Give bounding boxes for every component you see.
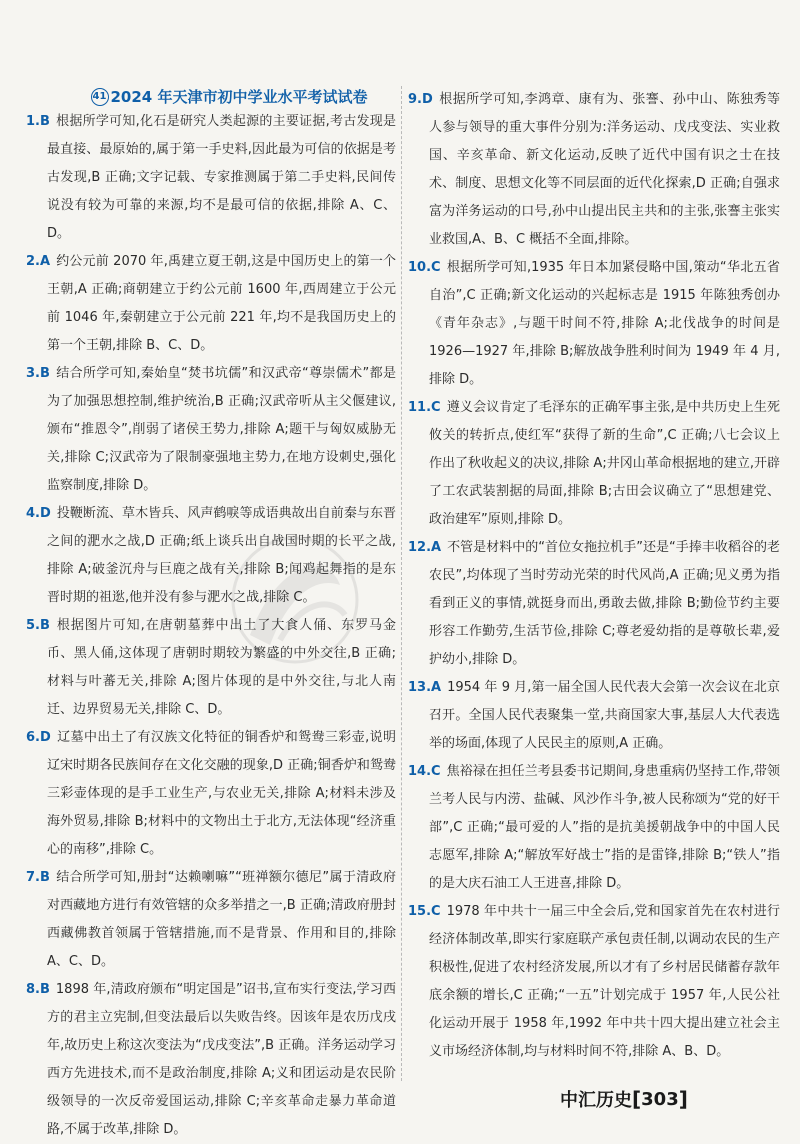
item-answer: D [39,506,51,521]
item-number: 8. [26,982,40,997]
item-number: 7. [26,870,40,885]
item-explanation: 1954 年 9 月,第一届全国人民代表大会第一次会议在北京召开。全国人民代表聚集一堂,共商国家大事,基层人大代表选举的场面,体现了人民民主的原则,A 正确。 [429,680,780,751]
item-number: 15. [408,904,432,919]
answer-item-9 [408,86,780,254]
item-number: 12. [408,540,432,555]
item-explanation: 约公元前 2070 年,禹建立夏王朝,这是中国历史上的第一个王朝,A 正确;商朝建立于约公元前 1600 年,西周建立于公元前 1046 年,秦朝建立于公元前 221 年,均不是我国历史上的第一个王朝,排除 B、C、D。 [47,254,396,353]
title-text: 2024 年天津市初中学业水平考试试卷 [110,88,368,106]
item-answer: D [39,730,51,745]
answer-item-11 [408,394,780,534]
item-answer: B [39,114,50,129]
item-explanation: 1898 年,清政府颁布“明定国是”诏书,宣布实行变法,学习西方的君主立宪制,但变法最后以失败告终。因该年是农历戊戌年,故历史上称这次变法为“戊戌变法”,B 正确。洋务运动学习西方先进技术,而不是政治制度,排除 A;义和团运动是农民阶级领导的一次反帝爱国运动,排除 C;辛亥革命走暴力革命道路,不属于改革,排除 D。 [47,982,396,1137]
item-explanation: 根据图片可知,在唐朝墓葬中出土了大食人俑、东罗马金币、黑人俑,这体现了唐朝时期较为繁盛的中外交往,B 正确;材料与叶蕃无关,排除 A;图片体现的是中外交往,与北人南迁、边界贸易无关,排除 C、D。 [47,618,396,717]
item-answer: A [431,680,442,695]
item-explanation: 根据所学可知,化石是研究人类起源的主要证据,考古发现是最直接、最原始的,属于第一手史料,因此最为可信的依据是考古发现,B 正确;文字记载、专家推测属于第二手史料,民间传说没有较为可靠的来源,均不是最可信的依据,排除 A、C、D。 [47,114,396,241]
item-number: 1. [26,114,40,129]
page-footer [560,1085,688,1113]
item-explanation: 根据所学可知,李鸿章、康有为、张謇、孙中山、陈独秀等人参与领导的重大事件分别为:洋务运动、戊戌变法、实业救国、辛亥革命、新文化运动,反映了近代中国有识之士在技术、制度、思想文化等不同层面的近代化探索,D 正确;自强求富为洋务运动的口号,孙中山提出民主共和的主张,张謇主张实业救国,A、B、C 概括不全面,排除。 [429,92,780,247]
item-explanation: 1978 年中共十一届三中全会后,党和国家首先在农村进行经济体制改革,即实行家庭联产承包责任制,以调动农民的生产积极性,促进了农村经济发展,所以才有了乡村居民储蓄存款年底余额的增长,C 正确;“一五”计划完成于 1957 年,人民公社化运动开展于 1958 年,1992 年中共十四大提出建立社会主义市场经济体制,均与材料时间不符,排除 A、B、D。 [429,904,780,1059]
answer-item-5 [26,612,396,724]
answer-item-4 [26,500,396,612]
answer-item-1 [26,108,396,248]
answer-item-6 [26,724,396,864]
item-number: 6. [26,730,40,745]
item-explanation: 结合所学可知,册封“达赖喇嘛”“班禅额尔德尼”属于清政府对西藏地方进行有效管辖的众多举措之一,B 正确;清政府册封西藏佛教首领属于管辖措施,而不是背景、作用和目的,排除 A、C、D。 [47,870,396,969]
left-column [26,86,396,1144]
answer-item-12 [408,534,780,674]
answer-item-15 [408,898,780,1066]
answer-item-2 [26,248,396,360]
item-explanation: 不管是材料中的“首位女拖拉机手”还是“手捧丰收稻谷的老农民”,均体现了当时劳动光荣的时代风尚,A 正确;见义勇为指看到正义的事情,就挺身而出,勇敢去做,排除 B;勤俭节约主要形容工作勤劳,生活节俭,排除 C;尊老爱幼指的是尊敬长辈,爱护幼小,排除 D。 [429,540,780,667]
item-answer: C [431,904,441,919]
answer-item-10 [408,254,780,394]
item-number: 14. [408,764,432,779]
item-explanation: 遵义会议肯定了毛泽东的正确军事主张,是中共历史上生死攸关的转折点,使红军“获得了新的生命”,C 正确;八七会议上作出了秋收起义的决议,排除 A;井冈山革命根据地的建立,开辟了工农武装割据的局面,排除 B;古田会议确立了“思想建党、政治建军”原则,排除 D。 [429,400,780,527]
item-answer: D [421,92,433,107]
item-answer: B [39,618,50,633]
item-answer: C [431,260,441,275]
item-explanation: 焦裕禄在担任兰考县委书记期间,身患重病仍坚持工作,带领兰考人民与内涝、盐碱、风沙作斗争,被人民称颂为“党的好干部”,C 正确;“最可爱的人”指的是抗美援朝战争中的中国人民志愿军,排除 A;“解放军好战士”指的是雷锋,排除 B;“铁人”指的是大庆石油工人王进喜,排除 D。 [429,764,780,891]
item-answer: B [39,982,50,997]
item-explanation: 结合所学可知,秦始皇“焚书坑儒”和汉武帝“尊崇儒术”都是为了加强思想控制,维护统治,B 正确;汉武帝听从主父偃建议,颁布“推恩令”,削弱了诸侯王势力,排除 A;题干与匈奴威胁无关,排除 C;汉武帝为了限制豪强地主势力,在地方设刺史,强化监察制度,排除 D。 [47,366,396,493]
item-answer: A [431,540,442,555]
answer-item-8 [26,976,396,1144]
right-bracket: ] [678,1087,688,1111]
answer-item-14 [408,758,780,898]
item-number: 4. [26,506,40,521]
item-number: 11. [408,400,432,415]
page-number: 303 [641,1088,679,1110]
item-number: 2. [26,254,40,269]
exam-title [26,86,396,108]
item-explanation: 根据所学可知,1935 年日本加紧侵略中国,策动“华北五省自治”,C 正确;新文化运动的兴起标志是 1915 年陈独秀创办《青年杂志》,与题干时间不符,排除 A;北伐战争的时间是 1926—1927 年,排除 B;解放战争胜利时间为 1949 年 4 月,排除 D。 [429,260,780,387]
answer-item-7 [26,864,396,976]
answer-item-13 [408,674,780,758]
column-divider [401,86,403,1081]
item-answer: B [39,366,50,381]
item-number: 3. [26,366,40,381]
answer-item-3 [26,360,396,500]
item-answer: A [39,254,51,269]
item-number: 13. [408,680,432,695]
item-number: 5. [26,618,40,633]
title-circle-number: 41 [91,88,109,106]
left-bracket: [ [632,1087,642,1111]
item-explanation: 投鞭断流、草木皆兵、风声鹤唳等成语典故出自前秦与东晋之间的淝水之战,D 正确;纸上谈兵出自战国时期的长平之战,排除 A;破釜沉舟与巨鹿之战有关,排除 B;闻鸡起舞指的是东晋时期的祖逖,他并没有参与淝水之战,排除 C。 [47,506,396,605]
item-number: 9. [408,92,422,107]
item-number: 10. [408,260,432,275]
item-answer: B [39,870,50,885]
footer-book-label: 中汇历史 [560,1090,632,1111]
right-column [408,86,780,1066]
item-answer: C [431,400,441,415]
item-answer: C [431,764,441,779]
item-explanation: 辽墓中出土了有汉族文化特征的铜香炉和鸳鸯三彩壶,说明辽宋时期各民族间存在文化交融的现象,D 正确;铜香炉和鸳鸯三彩壶体现的是手工业生产,与农业无关,排除 A;材料未涉及海外贸易,排除 B;材料中的文物出土于北方,无法体现“经济重心的南移”,排除 C。 [47,730,396,857]
